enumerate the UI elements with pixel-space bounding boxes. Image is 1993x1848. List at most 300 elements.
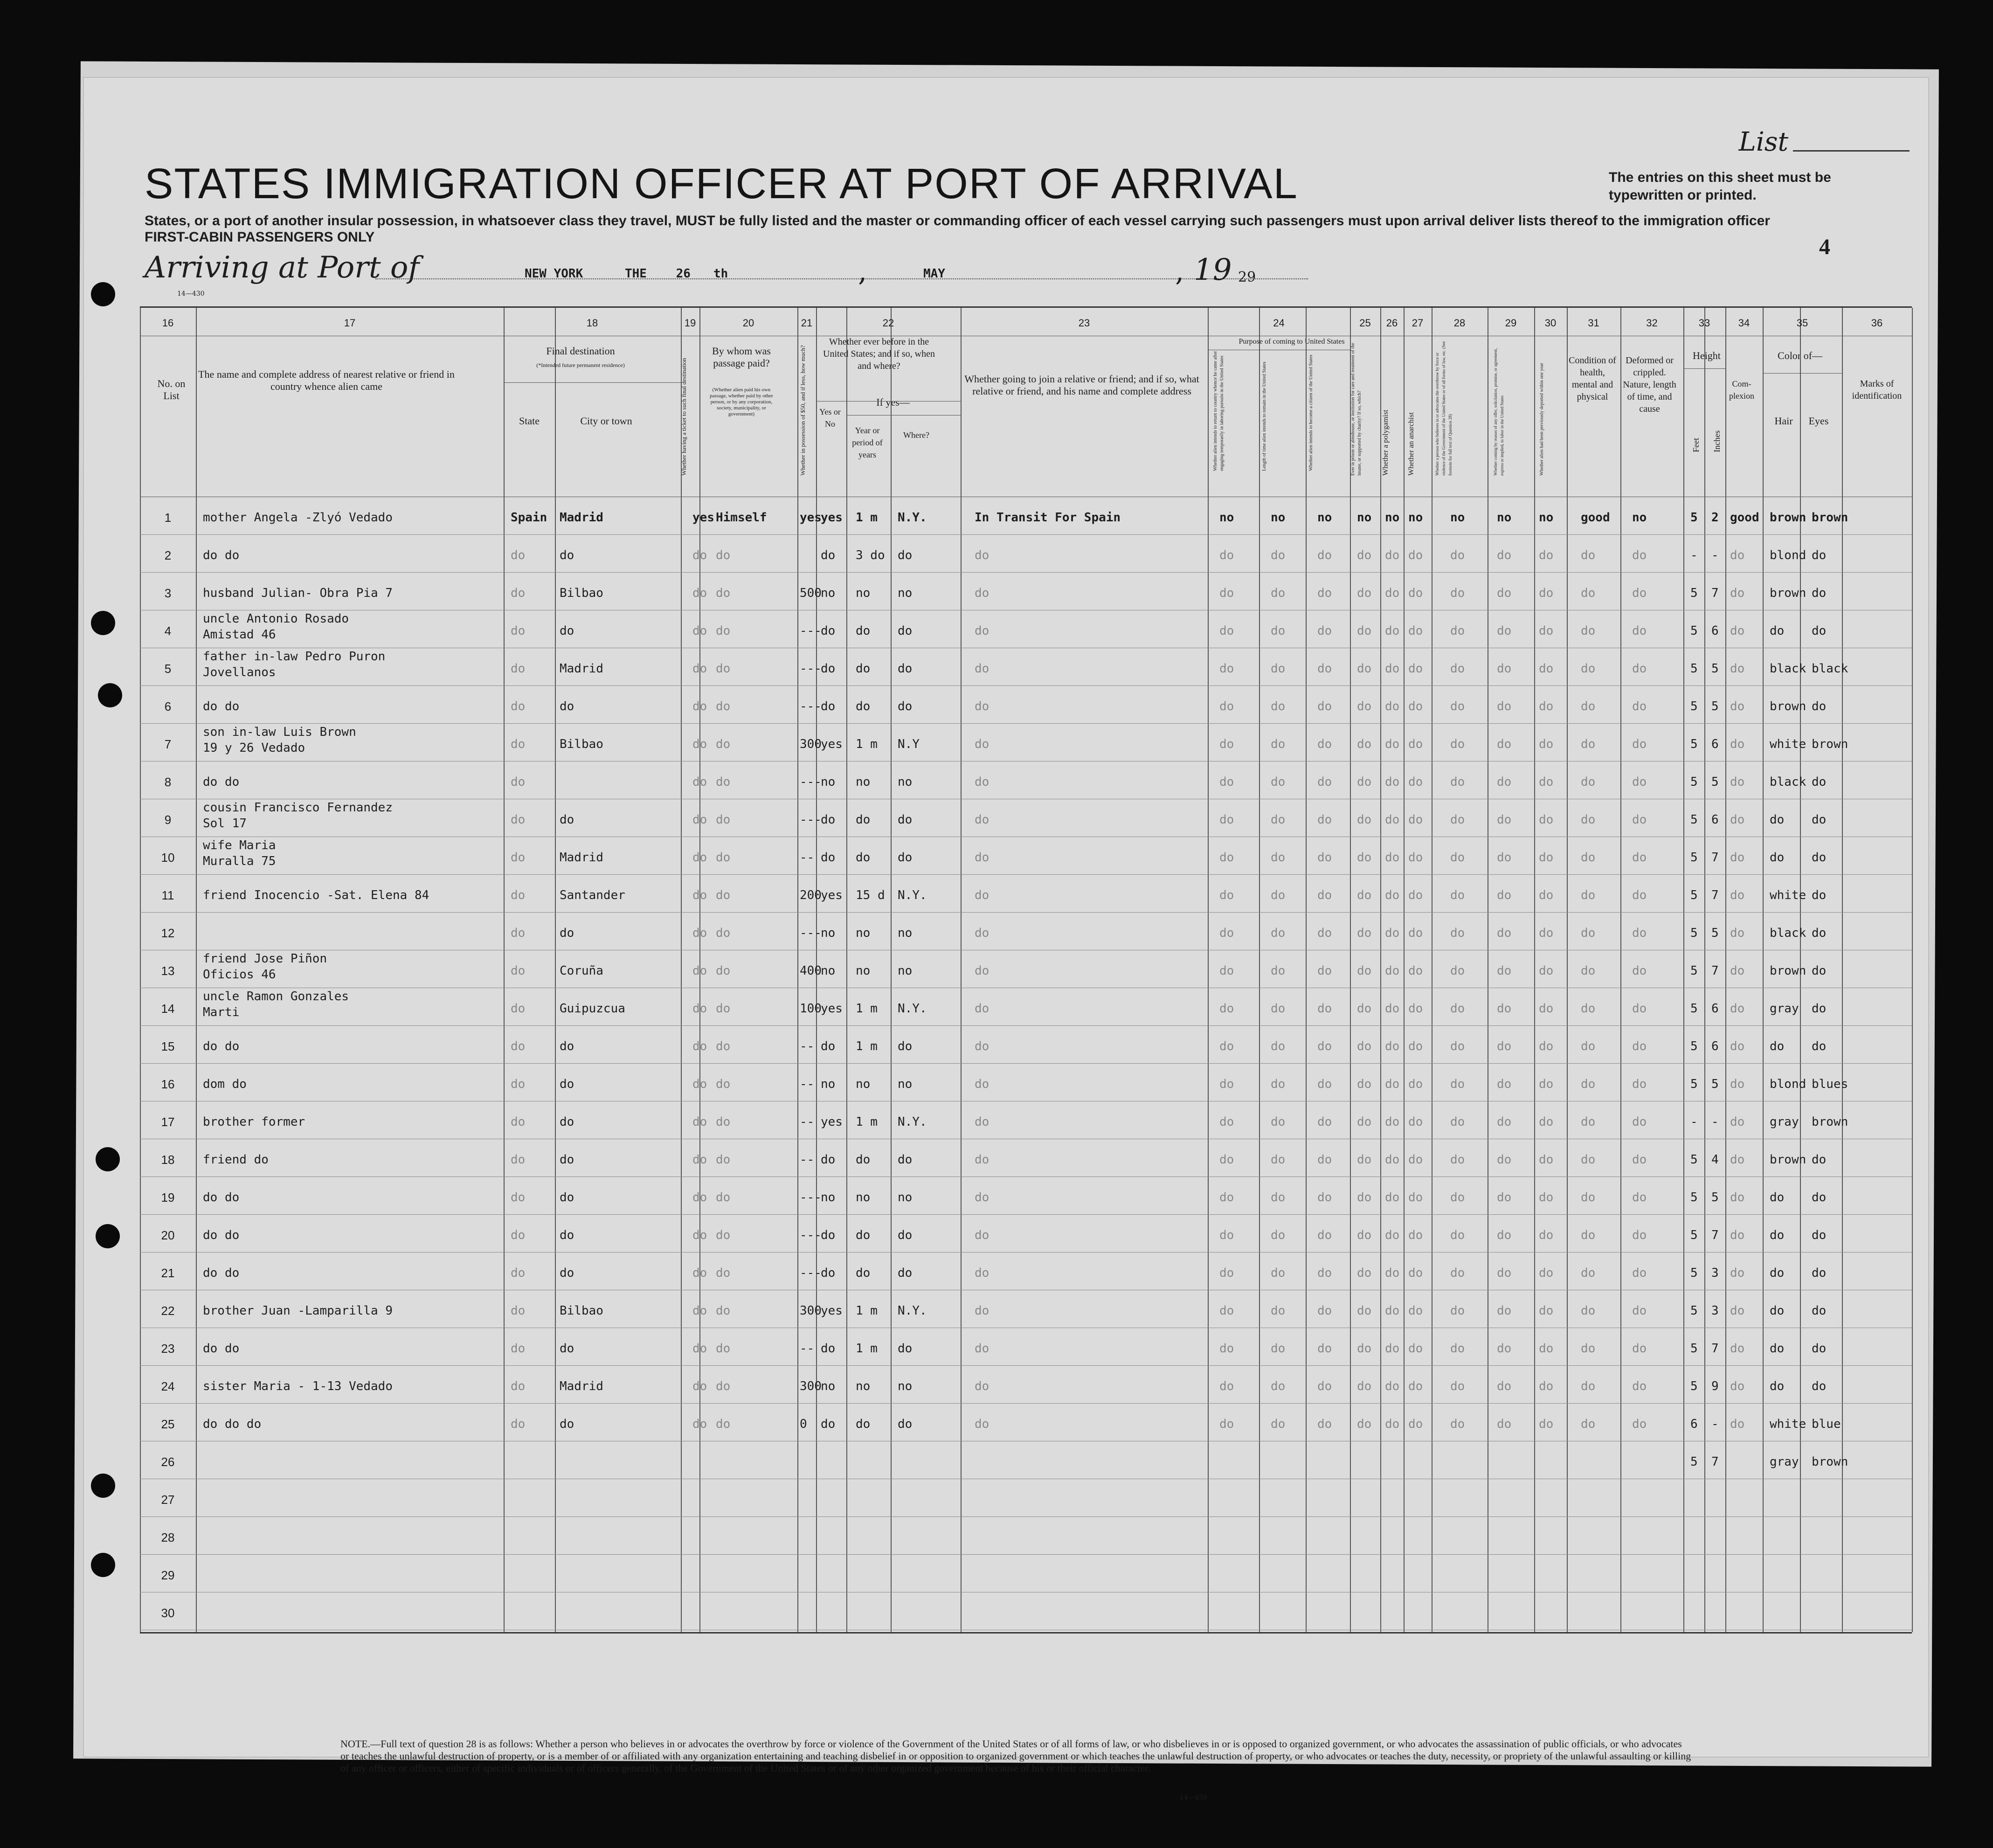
ditto-mark: do (716, 1304, 731, 1318)
cell-hair: do (1770, 813, 1785, 827)
cell-yr: do (856, 624, 871, 638)
cell-yn: no (821, 926, 836, 940)
cell-money: --- (800, 775, 822, 789)
column-number: 29 (1505, 317, 1517, 329)
ditto-mark: do (1450, 1228, 1465, 1242)
ditto-mark: do (1219, 548, 1234, 562)
cell-yr: do (856, 662, 871, 676)
cell-q26: no (1385, 511, 1400, 525)
ditto-mark: do (1730, 775, 1745, 789)
ditto-mark: do (1539, 586, 1554, 600)
ditto-mark: do (1271, 1115, 1286, 1129)
cell-eyes: blues (1812, 1077, 1848, 1091)
ditto-mark: do (1497, 586, 1512, 600)
ditto-mark: do (1357, 1342, 1372, 1356)
ditto-mark: do (1730, 1379, 1745, 1393)
relative-name-address: friend do (203, 1153, 269, 1167)
ditto-mark: do (1385, 586, 1400, 600)
class-label: FIRST-CABIN PASSENGERS ONLY (145, 229, 375, 245)
cell-hair: do (1770, 1304, 1785, 1318)
ditto-mark: do (716, 1153, 731, 1167)
row-rule (140, 572, 1912, 573)
ditto-mark: do (1581, 1077, 1596, 1091)
ditto-mark: do (1357, 737, 1372, 751)
ditto-mark: do (511, 699, 526, 713)
ditto-mark: do (1271, 775, 1286, 789)
row-number: 28 (161, 1530, 175, 1544)
ditto-mark: do (1408, 775, 1423, 789)
cell-where: no (898, 926, 913, 940)
ditto-mark: do (975, 851, 990, 865)
ditto-mark: do (716, 964, 731, 978)
col-by-whom-header: By whom was passage paid? (712, 345, 771, 369)
col-year-period-header: Year or period of years (852, 426, 883, 459)
ditto-mark: do (1730, 1417, 1745, 1431)
col-polygamist-header: Whether a polygamist (1382, 409, 1390, 476)
cell-city: Bilbao (560, 1304, 603, 1318)
ditto-mark: do (1271, 586, 1286, 600)
ditto-mark: do (1730, 1039, 1745, 1053)
ditto-mark: do (692, 548, 707, 562)
column-number: 32 (1646, 317, 1658, 329)
ditto-mark: do (716, 888, 731, 902)
cell-yn: do (821, 1228, 836, 1242)
cell-yn: yes (821, 888, 843, 902)
column-number: 23 (1078, 317, 1090, 329)
ditto-mark: do (1408, 1266, 1423, 1280)
ditto-mark: do (975, 1153, 990, 1167)
ditto-mark: do (1497, 1379, 1512, 1393)
cell-money: 400 (800, 964, 822, 978)
ditto-mark: do (1317, 851, 1332, 865)
ditto-mark: do (1317, 737, 1332, 751)
relative-name-address: uncle Antonio Rosado (203, 612, 349, 626)
ditto-mark: do (1317, 548, 1332, 562)
cell-where: N.Y. (898, 1002, 927, 1016)
ditto-mark: do (1271, 1002, 1286, 1016)
cell-eyes: do (1812, 1039, 1827, 1053)
the-label: THE (625, 267, 647, 281)
ditto-mark: do (1408, 813, 1423, 827)
cell-yr: no (856, 964, 871, 978)
relative-address-line: 19 y 26 Vedado (203, 741, 305, 755)
ditto-mark: do (1539, 1002, 1554, 1016)
cell-where: do (898, 624, 913, 638)
ditto-mark: do (1632, 662, 1647, 676)
cell-yn: do (821, 1342, 836, 1356)
cell-where: N.Y. (898, 1115, 927, 1129)
cell-ft: 5 (1690, 1153, 1698, 1167)
column-rule (1350, 308, 1351, 1632)
column-rule (1404, 308, 1405, 1632)
cell-yr: no (856, 775, 871, 789)
cell-in: 7 (1711, 964, 1719, 978)
ditto-mark: do (1632, 699, 1647, 713)
column-rule (1306, 308, 1307, 1632)
relative-name-address: do do (203, 1266, 240, 1280)
ditto-mark: do (1539, 662, 1554, 676)
cell-yn: yes (821, 1002, 843, 1016)
cell-eyes: do (1812, 1342, 1827, 1356)
ditto-mark: do (1408, 1077, 1423, 1091)
ditto-mark: do (1271, 699, 1286, 713)
ditto-mark: do (1408, 699, 1423, 713)
col-going-to-header: Whether going to join a relative or friend; and if so, what relative or friend, and his name and complete address (964, 373, 1199, 397)
ditto-mark: do (1271, 1417, 1286, 1431)
column-number: 17 (344, 317, 356, 329)
ditto-mark: do (1581, 1039, 1596, 1053)
ditto-mark: do (1730, 1190, 1745, 1204)
column-number: 30 (1544, 317, 1557, 329)
ditto-mark: do (1408, 662, 1423, 676)
ditto-mark: do (1317, 926, 1332, 940)
cell-ft: 5 (1690, 851, 1698, 865)
cell-hair: brown (1770, 1153, 1806, 1167)
ditto-mark: do (1581, 1379, 1596, 1393)
ditto-mark: do (1539, 1266, 1554, 1280)
cell-hair: do (1770, 1039, 1785, 1053)
row-number: 4 (164, 624, 172, 638)
port-name: NEW YORK (525, 267, 583, 281)
col-q29-header: Whether coming by reason of any offer, solicitation, promise, or agreement, express or implied, to labor in the United States (1493, 348, 1504, 476)
ditto-mark: do (975, 964, 990, 978)
ditto-mark: do (1632, 548, 1647, 562)
cell-in: 6 (1711, 624, 1719, 638)
year-comma: , (1175, 255, 1184, 288)
ditto-mark: do (692, 1304, 707, 1318)
ditto-mark: do (1539, 813, 1554, 827)
column-number: 24 (1273, 317, 1285, 329)
cell-money: 200 (800, 888, 822, 902)
cell-hair: do (1770, 1228, 1785, 1242)
column-number: 28 (1453, 317, 1466, 329)
ditto-mark: do (1539, 1304, 1554, 1318)
column-rule (1380, 308, 1381, 1632)
cell-money: --- (800, 1228, 822, 1242)
ditto-mark: do (1497, 699, 1512, 713)
row-rule (140, 1214, 1912, 1215)
ditto-mark: do (1385, 926, 1400, 940)
cell-city: Madrid (560, 662, 603, 676)
column-rule (555, 308, 556, 1632)
ditto-mark: do (1539, 1115, 1554, 1129)
col-purpose-c-header: Whether alien intends to become a citizen of the United States (1308, 354, 1314, 471)
ditto-mark: do (1450, 1115, 1465, 1129)
ditto-mark: do (716, 624, 731, 638)
ditto-mark: do (716, 1077, 731, 1091)
cell-in: 9 (1711, 1379, 1719, 1393)
ditto-mark: do (1539, 548, 1554, 562)
cell-money: --- (800, 662, 822, 676)
cell-q29: no (1497, 511, 1512, 525)
cell-eyes: do (1812, 1304, 1827, 1318)
ditto-mark: do (1271, 1379, 1286, 1393)
ditto-mark: do (975, 662, 990, 676)
cell-money: -- (800, 1153, 815, 1167)
col-by-whom-note: (Whether alien paid his own passage, whether paid by other person, or by any corporation, society, municipality, or government) (710, 387, 773, 417)
ditto-mark: do (1539, 737, 1554, 751)
cell-ft: 5 (1690, 1455, 1698, 1469)
cell-city: do (560, 1228, 574, 1242)
row-rule (140, 1403, 1912, 1404)
ditto-mark: do (1357, 964, 1372, 978)
cell-money: -- (800, 1077, 815, 1091)
ditto-mark: do (1497, 1077, 1512, 1091)
cell-in: 7 (1711, 1455, 1719, 1469)
cell-money: -- (800, 1342, 815, 1356)
ditto-mark: do (1450, 737, 1465, 751)
ditto-mark: do (511, 926, 526, 940)
cell-city: Madrid (560, 511, 603, 525)
column-rule (1683, 308, 1684, 1632)
col-anarchist-header: Whether an anarchist (1407, 412, 1415, 476)
row-number: 23 (161, 1342, 175, 1356)
cell-money: 100 (800, 1002, 822, 1016)
cell-yn: yes (821, 1115, 843, 1129)
cell-money: --- (800, 624, 822, 638)
ditto-mark: do (1385, 964, 1400, 978)
ditto-mark: do (1219, 964, 1234, 978)
ditto-mark: do (692, 1115, 707, 1129)
cell-in: 7 (1711, 586, 1719, 600)
cell-hair: blond (1770, 1077, 1806, 1091)
ditto-mark: do (1497, 1002, 1512, 1016)
ditto-mark: do (692, 888, 707, 902)
cell-paid: Himself (716, 511, 767, 525)
cell-eyes: do (1812, 548, 1827, 562)
cell-money: --- (800, 1190, 822, 1204)
ditto-mark: do (1581, 1190, 1596, 1204)
cell-yr: 1 m (856, 1039, 878, 1053)
cell-hair: brown (1770, 699, 1806, 713)
cell-money: --- (800, 699, 822, 713)
cell-deform: no (1632, 511, 1647, 525)
relative-address-line: Jovellanos (203, 665, 276, 679)
ditto-mark: do (1408, 1115, 1423, 1129)
ditto-mark: do (1219, 586, 1234, 600)
ditto-mark: do (1632, 1417, 1647, 1431)
ditto-mark: do (1730, 1266, 1745, 1280)
ditto-mark: do (1408, 1304, 1423, 1318)
ditto-mark: do (1317, 1417, 1332, 1431)
ditto-mark: do (692, 964, 707, 978)
ditto-mark: do (1408, 624, 1423, 638)
cell-q27: no (1408, 511, 1423, 525)
row-rule (140, 685, 1912, 686)
ditto-mark: do (1730, 548, 1745, 562)
relative-name-address: sister Maria - 1-13 Vedado (203, 1379, 393, 1393)
ditto-mark: do (1357, 1417, 1372, 1431)
cell-city: Guipuzcua (560, 1002, 625, 1016)
ditto-mark: do (1219, 1115, 1234, 1129)
cell-ft: 5 (1690, 926, 1698, 940)
cell-yr: 1 m (856, 737, 878, 751)
ditto-mark: do (1497, 548, 1512, 562)
ditto-mark: do (716, 1228, 731, 1242)
cell-city: do (560, 926, 574, 940)
ditto-mark: do (1497, 1115, 1512, 1129)
relative-name-address: do do (203, 699, 240, 713)
ditto-mark: do (511, 775, 526, 789)
cell-city: do (560, 813, 574, 827)
ditto-mark: do (1730, 1002, 1745, 1016)
ditto-mark: do (1219, 1153, 1234, 1167)
sheet-number: 4 (1819, 235, 1830, 259)
ditto-mark: do (1408, 1342, 1423, 1356)
ditto-mark: do (1357, 1228, 1372, 1242)
ditto-mark: do (1450, 624, 1465, 638)
ditto-mark: do (1271, 1342, 1286, 1356)
cell-money: 300 (800, 1304, 822, 1318)
ditto-mark: do (1539, 1417, 1554, 1431)
ditto-mark: do (1497, 851, 1512, 865)
column-number: 16 (162, 317, 174, 329)
ditto-mark: do (1271, 888, 1286, 902)
ditto-mark: do (1408, 1417, 1423, 1431)
ditto-mark: do (1497, 1342, 1512, 1356)
relative-name-address: mother Angela -Zlyó Vedado (203, 511, 393, 525)
cell-in: 6 (1711, 1039, 1719, 1053)
ditto-mark: do (1385, 1266, 1400, 1280)
ditto-mark: do (1497, 624, 1512, 638)
cell-eyes: do (1812, 1153, 1827, 1167)
column-rule (1620, 308, 1621, 1632)
ditto-mark: do (1357, 1077, 1372, 1091)
cell-money: 300 (800, 737, 822, 751)
ditto-mark: do (1581, 1228, 1596, 1242)
ditto-mark: do (1385, 1228, 1400, 1242)
cell-health: good (1581, 511, 1610, 525)
ditto-mark: do (1497, 1417, 1512, 1431)
ditto-mark: do (1632, 813, 1647, 827)
cell-where: do (898, 662, 913, 676)
ditto-mark: do (1357, 1190, 1372, 1204)
cell-where: do (898, 1266, 913, 1280)
ditto-mark: do (1450, 964, 1465, 978)
ditto-mark: do (1539, 1190, 1554, 1204)
relative-name-address: friend Inocencio -Sat. Elena 84 (203, 888, 429, 902)
cell-ft: 5 (1690, 1379, 1698, 1393)
cell-city: Madrid (560, 1379, 603, 1393)
ditto-mark: do (1317, 888, 1332, 902)
column-rule (1704, 308, 1705, 1632)
cell-yn: do (821, 851, 836, 865)
cell-eyes: blue (1812, 1417, 1841, 1431)
cell-where: do (898, 548, 913, 562)
cell-yr: do (856, 813, 871, 827)
ditto-mark: do (1357, 851, 1372, 865)
date-comma: , (858, 255, 867, 288)
column-rule (961, 308, 962, 1632)
cell-hair: gray (1770, 1455, 1799, 1469)
ditto-mark: do (1317, 1379, 1332, 1393)
cell-ft: 5 (1690, 1002, 1698, 1016)
row-rule (140, 1063, 1912, 1064)
ditto-mark: do (1317, 662, 1332, 676)
ditto-mark: do (1271, 813, 1286, 827)
ditto-mark: do (975, 1228, 990, 1242)
cell-yr: 1 m (856, 511, 878, 525)
ditto-mark: do (1581, 1115, 1596, 1129)
ditto-mark: do (1317, 1002, 1332, 1016)
ditto-mark: do (1385, 888, 1400, 902)
col-purpose-a-header: Whether alien intends to return to country whence he came after engaging temporarily in laboring pursuits in the United States (1213, 351, 1225, 471)
col-deformed-header: Deformed or crippled. Nature, length of time, and cause (1623, 355, 1676, 414)
ditto-mark: do (692, 1342, 707, 1356)
cell-ft: 5 (1690, 511, 1698, 525)
header-rule (1683, 368, 1725, 369)
relative-name-address: do do (203, 1190, 240, 1204)
ditto-mark: do (1632, 737, 1647, 751)
cell-in: - (1711, 1417, 1719, 1431)
ditto-mark: do (1539, 1342, 1554, 1356)
cell-yn: no (821, 1190, 836, 1204)
list-number-line (1793, 150, 1910, 152)
ditto-mark: do (692, 586, 707, 600)
ditto-mark: do (1632, 1190, 1647, 1204)
column-number: 35 (1796, 317, 1808, 329)
column-number: 26 (1386, 317, 1398, 329)
cell-yn: yes (821, 511, 843, 525)
relative-name-address: brother former (203, 1115, 305, 1129)
col-final-destination-note: (*Intended future permanent residence) (536, 362, 625, 368)
ditto-mark: do (1539, 1039, 1554, 1053)
col-marks-header: Marks of identification (1852, 379, 1902, 401)
row-rule (140, 1554, 1912, 1555)
ditto-mark: do (1581, 775, 1596, 789)
cell-hair: white (1770, 737, 1806, 751)
relative-address-line: Muralla 75 (203, 854, 276, 868)
ditto-mark: do (1450, 1077, 1465, 1091)
col-city-header: City or town (580, 415, 632, 427)
ditto-mark: do (1271, 1190, 1286, 1204)
ditto-mark: do (1581, 548, 1596, 562)
cell-in: - (1711, 548, 1719, 562)
ditto-mark: do (1581, 813, 1596, 827)
binder-hole (91, 282, 115, 306)
ditto-mark: do (1408, 888, 1423, 902)
col-purpose-b-header: Length of time alien intends to remain in the United States (1262, 361, 1267, 471)
ditto-mark: do (1632, 926, 1647, 940)
ditto-mark: do (975, 888, 990, 902)
ditto-mark: do (692, 1417, 707, 1431)
ditto-mark: do (511, 1153, 526, 1167)
form-number: 14—430 (177, 290, 205, 298)
cell-ft: 5 (1690, 1304, 1698, 1318)
ditto-mark: do (1219, 1077, 1234, 1091)
ditto-mark: do (1271, 662, 1286, 676)
ditto-mark: do (716, 926, 731, 940)
ditto-mark: do (1581, 737, 1596, 751)
cell-where: no (898, 775, 913, 789)
ditto-mark: do (975, 926, 990, 940)
ditto-mark: do (716, 1417, 731, 1431)
cell-hair: brown (1770, 964, 1806, 978)
ditto-mark: do (975, 737, 990, 751)
ditto-mark: do (1408, 1190, 1423, 1204)
cell-in: - (1711, 1115, 1719, 1129)
cell-eyes: do (1812, 1002, 1827, 1016)
ditto-mark: do (1730, 1115, 1745, 1129)
ditto-mark: do (975, 1379, 990, 1393)
ditto-mark: do (975, 1039, 990, 1053)
column-number: 36 (1871, 317, 1883, 329)
relative-address-line: Amistad 46 (203, 628, 276, 642)
row-number: 8 (164, 775, 172, 789)
cell-city: do (560, 1190, 574, 1204)
relative-name-address: friend Jose Piñon (203, 952, 327, 966)
listing-instructions: States, or a port of another insular possession, in whatsoever class they travel, MUST be fully listed and the master or commanding officer of each vessel carrying such passengers must upon arrival deliver lists thereof to the immigration officer (145, 213, 1770, 228)
